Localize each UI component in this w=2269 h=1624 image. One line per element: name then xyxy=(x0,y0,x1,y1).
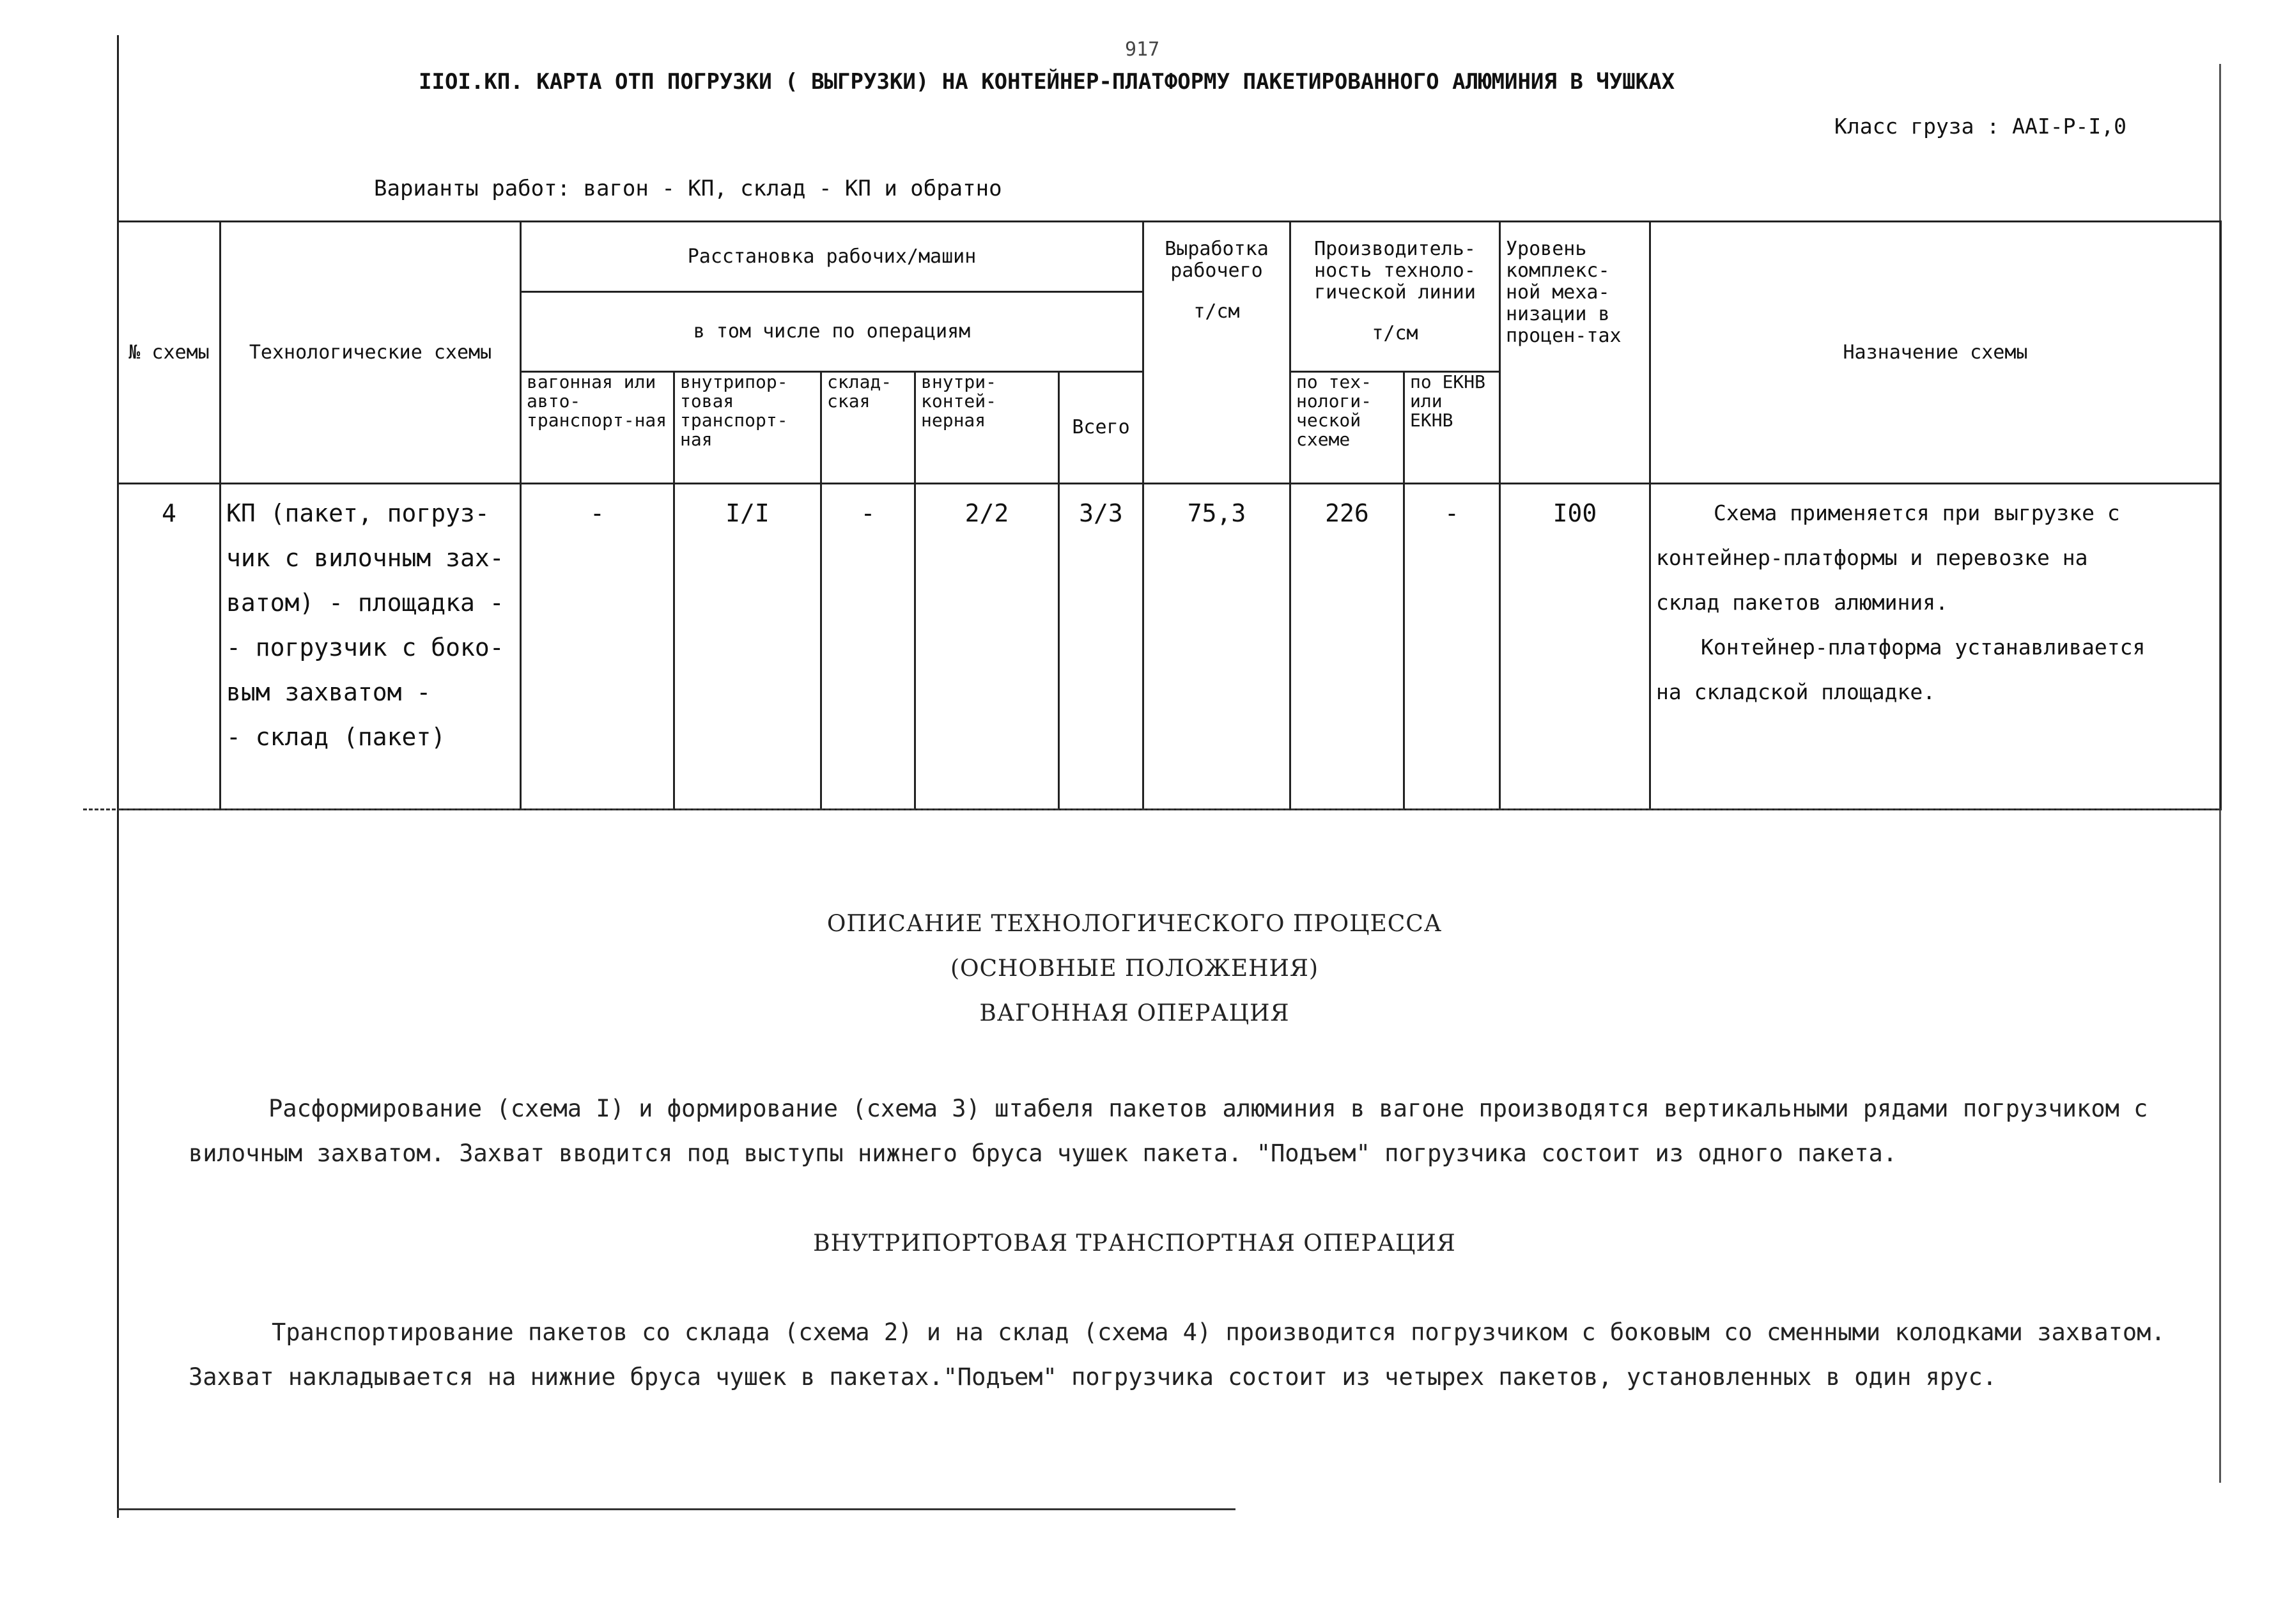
paragraph-wagon-line2: вилочным захватом. Захват вводится под выступы нижнего бруса чушек пакета. "Подъем" погрузчика состоит из одного пакета. xyxy=(189,1140,1898,1167)
cell-wagon-text: - xyxy=(590,499,605,527)
tech-scheme-line: КП (пакет, погруз- xyxy=(226,499,490,527)
cell-scheme-number-text: 4 xyxy=(162,499,176,527)
cell-wagon xyxy=(521,484,674,810)
header-purpose xyxy=(1650,222,2221,484)
technology-table xyxy=(117,220,2222,810)
cell-intraport-text: I/I xyxy=(725,499,770,527)
cell-prod-scheme-text: 226 xyxy=(1325,499,1369,527)
work-variants: Варианты работ: вагон - КП, склад - КП и обратно xyxy=(374,176,1002,201)
header-productivity-unit: т/см xyxy=(1372,322,1418,344)
header-scheme-number xyxy=(118,222,221,484)
purpose-line: контейнер-платформы и перевозке на xyxy=(1656,545,2088,570)
cell-intracontainer xyxy=(915,484,1059,810)
cell-scheme-number xyxy=(118,484,221,810)
header-tech-schemes-text: Технологические схемы xyxy=(249,341,492,364)
tech-scheme-line: чик с вилочным зах- xyxy=(226,544,504,572)
cell-warehouse-text: - xyxy=(860,499,876,527)
cargo-class: Класс груза : ААI-Р-I,0 xyxy=(1834,114,2126,139)
header-tech-schemes xyxy=(221,222,521,484)
cell-output-text: 75,3 xyxy=(1187,499,1246,527)
page-number: 917 xyxy=(1125,38,1160,61)
header-workers-placement xyxy=(521,222,1143,292)
header-prod-scheme xyxy=(1290,372,1404,484)
cell-purpose xyxy=(1650,484,2221,810)
tech-scheme-line: вым захватом - xyxy=(226,678,431,706)
tech-scheme-line: ватом) - площадка - xyxy=(226,589,504,617)
paragraph-intraport-line2: Захват накладывается на нижние бруса чушек в пакетах."Подъем" погрузчика состоит из четырех пакетов, установленных в один ярус. xyxy=(189,1363,1997,1391)
cell-warehouse xyxy=(821,484,915,810)
document-title: IIOI.КП. КАРТА ОТП ПОГРУЗКИ ( ВЫГРУЗКИ) НА КОНТЕЙНЕР-ПЛАТФОРМУ ПАКЕТИРОВАННОГО АЛЮМИНИЯ В ЧУШКАХ xyxy=(419,69,1675,95)
header-workers-placement-text: Расстановка рабочих/машин xyxy=(687,245,977,268)
cell-total xyxy=(1059,484,1143,810)
header-op-wagon xyxy=(521,372,674,484)
cell-mechanization xyxy=(1500,484,1650,810)
header-scheme-number-text: № схемы xyxy=(128,341,210,364)
cell-intraport xyxy=(674,484,821,810)
cell-prod-ekhv-text: - xyxy=(1444,499,1459,527)
wagon-operation-heading: ВАГОННАЯ ОПЕРАЦИЯ xyxy=(979,1000,1290,1026)
header-op-warehouse xyxy=(821,372,915,484)
header-op-intraport-text: внутрипор-товая транспорт-ная xyxy=(680,371,788,450)
purpose-line: Контейнер-платформа устанавливается xyxy=(1701,635,2146,660)
purpose-line: на складской площадке. xyxy=(1656,679,1936,704)
header-output-text: Выработка рабочего xyxy=(1165,238,1269,282)
header-op-intracontainer xyxy=(915,372,1059,484)
header-productivity xyxy=(1290,222,1500,372)
header-op-warehouse-text: склад-ская xyxy=(827,371,892,412)
header-output xyxy=(1143,222,1290,484)
header-mechanization xyxy=(1500,222,1650,484)
header-op-intracontainer-text: внутри-контей-нерная xyxy=(921,371,997,431)
paragraph-wagon-line1: Расформирование (схема I) и формирование (схема 3) штабеля пакетов алюминия в вагоне производятся вертикальными рядами погрузчиком с xyxy=(268,1095,2148,1122)
tech-scheme-line: - склад (пакет) xyxy=(226,723,446,751)
description-heading: ОПИСАНИЕ ТЕХНОЛОГИЧЕСКОГО ПРОЦЕССА xyxy=(826,911,1443,937)
cell-output xyxy=(1143,484,1290,810)
table-bottom-dashed-line xyxy=(83,808,2221,810)
header-prod-ekhv xyxy=(1404,372,1500,484)
paragraph-intraport-line1: Транспортирование пакетов со склада (схема 2) и на склад (схема 4) производится погрузчиком с боковым со сменными колодками захватом. xyxy=(272,1319,2165,1346)
cell-mechanization-text: I00 xyxy=(1553,499,1597,527)
purpose-line: Схема применяется при выгрузке с xyxy=(1714,500,2120,525)
header-output-unit: т/см xyxy=(1193,300,1240,323)
bottom-border xyxy=(117,1508,1235,1510)
header-prod-scheme-text: по тех-нологи-ческой схеме xyxy=(1296,371,1372,450)
header-op-wagon-text: вагонная или авто-транспорт-ная xyxy=(527,371,667,431)
header-op-total xyxy=(1059,372,1143,484)
description-subheading: (ОСНОВНЫЕ ПОЛОЖЕНИЯ) xyxy=(950,955,1319,982)
table-row xyxy=(118,484,2221,810)
header-by-operations xyxy=(521,292,1143,372)
header-op-total-text: Всего xyxy=(1072,416,1130,438)
cell-total-text: 3/3 xyxy=(1079,499,1123,527)
header-purpose-text: Назначение схемы xyxy=(1843,341,2028,364)
tech-scheme-line: - погрузчик с боко- xyxy=(226,633,504,661)
intraport-operation-heading: ВНУТРИПОРТОВАЯ ТРАНСПОРТНАЯ ОПЕРАЦИЯ xyxy=(813,1230,1456,1257)
header-by-operations-text: в том числе по операциям xyxy=(693,320,971,343)
cell-prod-scheme xyxy=(1290,484,1404,810)
cell-tech-scheme xyxy=(221,484,521,810)
header-productivity-text: Производитель-ность техноло-гической линии xyxy=(1314,238,1476,304)
header-mechanization-text: Уровень комплекс-ной меха-низации в процен-тах xyxy=(1506,238,1622,347)
header-op-intraport xyxy=(674,372,821,484)
cell-prod-ekhv xyxy=(1404,484,1500,810)
header-prod-ekhv-text: по ЕКНВ или ЕКНВ xyxy=(1410,371,1486,431)
cell-intracontainer-text: 2/2 xyxy=(964,499,1009,527)
purpose-line: склад пакетов алюминия. xyxy=(1656,590,1948,615)
